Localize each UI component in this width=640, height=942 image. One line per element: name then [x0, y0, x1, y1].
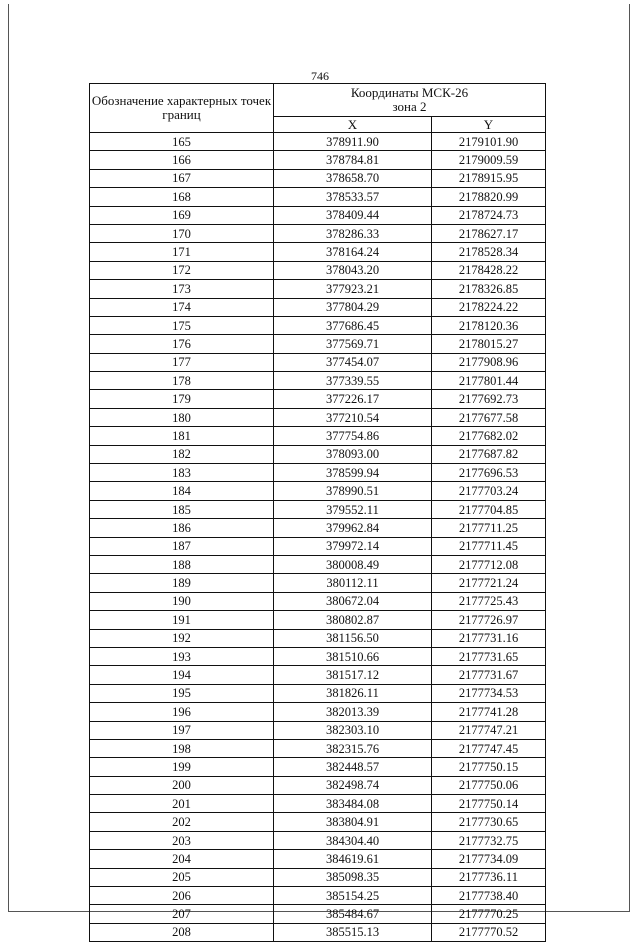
table-row: [90, 243, 546, 261]
y-coordinate-cell: 2178326.85: [432, 280, 546, 298]
x-coordinate-cell: 378990.51: [274, 482, 432, 500]
x-coordinate-cell: 378164.24: [274, 243, 432, 261]
point-id-cell: 169: [90, 206, 274, 224]
y-coordinate-cell: 2178820.99: [432, 188, 546, 206]
table-row: [90, 887, 546, 905]
x-coordinate-cell: 381517.12: [274, 666, 432, 684]
point-id-cell: 168: [90, 188, 274, 206]
table-row: [90, 261, 546, 279]
header-point-designation: Обозначение характерных точек границ: [90, 84, 274, 133]
x-coordinate-cell: 383484.08: [274, 795, 432, 813]
table-row: [90, 905, 546, 923]
point-id-cell: 204: [90, 850, 274, 868]
point-id-cell: 197: [90, 721, 274, 739]
y-coordinate-cell: 2177750.15: [432, 758, 546, 776]
point-id-cell: 203: [90, 831, 274, 849]
x-coordinate-cell: 379552.11: [274, 500, 432, 518]
table-row: [90, 408, 546, 426]
point-id-cell: 206: [90, 887, 274, 905]
y-coordinate-cell: 2177692.73: [432, 390, 546, 408]
y-coordinate-cell: 2177731.67: [432, 666, 546, 684]
table-row: [90, 923, 546, 941]
point-id-cell: 179: [90, 390, 274, 408]
x-coordinate-cell: 380802.87: [274, 611, 432, 629]
table-row: [90, 335, 546, 353]
x-coordinate-cell: 377686.45: [274, 316, 432, 334]
table-row: [90, 592, 546, 610]
x-coordinate-cell: 383804.91: [274, 813, 432, 831]
point-id-cell: 186: [90, 519, 274, 537]
point-id-cell: 170: [90, 224, 274, 242]
table-row: [90, 776, 546, 794]
table-row: [90, 316, 546, 334]
x-coordinate-cell: 377923.21: [274, 280, 432, 298]
y-coordinate-cell: 2177721.24: [432, 574, 546, 592]
header-coordinates: [274, 84, 546, 117]
y-coordinate-cell: 2177747.21: [432, 721, 546, 739]
table-row: [90, 555, 546, 573]
y-coordinate-cell: 2177801.44: [432, 372, 546, 390]
x-coordinate-cell: 378093.00: [274, 445, 432, 463]
table-row: [90, 813, 546, 831]
x-coordinate-cell: 382448.57: [274, 758, 432, 776]
x-coordinate-cell: 385515.13: [274, 923, 432, 941]
table-row: [90, 372, 546, 390]
y-coordinate-cell: 2179101.90: [432, 133, 546, 151]
y-coordinate-cell: 2177703.24: [432, 482, 546, 500]
table-row: [90, 647, 546, 665]
point-id-cell: 178: [90, 372, 274, 390]
y-coordinate-cell: 2177770.25: [432, 905, 546, 923]
table-row: [90, 739, 546, 757]
table-row: [90, 169, 546, 187]
point-id-cell: 205: [90, 868, 274, 886]
x-coordinate-cell: 377210.54: [274, 408, 432, 426]
point-id-cell: 172: [90, 261, 274, 279]
header-coordinates-zone: зона 2: [392, 99, 427, 114]
point-id-cell: 200: [90, 776, 274, 794]
point-id-cell: 198: [90, 739, 274, 757]
x-coordinate-cell: 385154.25: [274, 887, 432, 905]
y-coordinate-cell: 2177741.28: [432, 703, 546, 721]
table-row: [90, 151, 546, 169]
point-id-cell: 191: [90, 611, 274, 629]
x-coordinate-cell: 385098.35: [274, 868, 432, 886]
y-coordinate-cell: 2177750.06: [432, 776, 546, 794]
x-coordinate-cell: 382315.76: [274, 739, 432, 757]
x-coordinate-cell: 385484.67: [274, 905, 432, 923]
y-coordinate-cell: 2177731.65: [432, 647, 546, 665]
x-coordinate-cell: 377226.17: [274, 390, 432, 408]
y-coordinate-cell: 2177732.75: [432, 831, 546, 849]
table-row: [90, 133, 546, 151]
table-row: [90, 574, 546, 592]
y-coordinate-cell: 2177730.65: [432, 813, 546, 831]
point-id-cell: 187: [90, 537, 274, 555]
point-id-cell: 175: [90, 316, 274, 334]
table-row: [90, 353, 546, 371]
x-coordinate-cell: 384619.61: [274, 850, 432, 868]
x-coordinate-cell: 378784.81: [274, 151, 432, 169]
table-row: [90, 464, 546, 482]
point-id-cell: 196: [90, 703, 274, 721]
y-coordinate-cell: 2177738.40: [432, 887, 546, 905]
y-coordinate-cell: 2177725.43: [432, 592, 546, 610]
x-coordinate-cell: 379962.84: [274, 519, 432, 537]
point-id-cell: 182: [90, 445, 274, 463]
point-id-cell: 189: [90, 574, 274, 592]
table-row: [90, 224, 546, 242]
table-row: [90, 390, 546, 408]
point-id-cell: 208: [90, 923, 274, 941]
y-coordinate-cell: 2177687.82: [432, 445, 546, 463]
point-id-cell: 165: [90, 133, 274, 151]
table-row: [90, 280, 546, 298]
y-coordinate-cell: 2177696.53: [432, 464, 546, 482]
y-coordinate-cell: 2178120.36: [432, 316, 546, 334]
point-id-cell: 192: [90, 629, 274, 647]
point-id-cell: 177: [90, 353, 274, 371]
y-coordinate-cell: 2177712.08: [432, 555, 546, 573]
table-row: [90, 188, 546, 206]
table-row: [90, 445, 546, 463]
y-coordinate-cell: 2177704.85: [432, 500, 546, 518]
point-id-cell: 183: [90, 464, 274, 482]
table-row: [90, 298, 546, 316]
x-coordinate-cell: 380672.04: [274, 592, 432, 610]
table-row: [90, 684, 546, 702]
x-coordinate-cell: 382498.74: [274, 776, 432, 794]
x-coordinate-cell: 378658.70: [274, 169, 432, 187]
y-coordinate-cell: 2177908.96: [432, 353, 546, 371]
table-row: [90, 850, 546, 868]
table-row: [90, 611, 546, 629]
x-coordinate-cell: 382013.39: [274, 703, 432, 721]
point-id-cell: 195: [90, 684, 274, 702]
y-coordinate-cell: 2177677.58: [432, 408, 546, 426]
table-row: [90, 831, 546, 849]
table-row: [90, 703, 546, 721]
x-coordinate-cell: 382303.10: [274, 721, 432, 739]
header-x: X: [274, 117, 432, 133]
point-id-cell: 173: [90, 280, 274, 298]
y-coordinate-cell: 2177726.97: [432, 611, 546, 629]
y-coordinate-cell: 2177747.45: [432, 739, 546, 757]
table-row: [90, 427, 546, 445]
point-id-cell: 194: [90, 666, 274, 684]
point-id-cell: 185: [90, 500, 274, 518]
y-coordinate-cell: 2177734.09: [432, 850, 546, 868]
x-coordinate-cell: 377804.29: [274, 298, 432, 316]
table-row: [90, 868, 546, 886]
x-coordinate-cell: 377754.86: [274, 427, 432, 445]
y-coordinate-cell: 2177750.14: [432, 795, 546, 813]
table-row: [90, 206, 546, 224]
point-id-cell: 174: [90, 298, 274, 316]
y-coordinate-cell: 2178724.73: [432, 206, 546, 224]
coordinates-table: [89, 83, 546, 942]
point-id-cell: 193: [90, 647, 274, 665]
table-row: [90, 500, 546, 518]
x-coordinate-cell: 381156.50: [274, 629, 432, 647]
table-row: [90, 721, 546, 739]
x-coordinate-cell: 380112.11: [274, 574, 432, 592]
x-coordinate-cell: 381510.66: [274, 647, 432, 665]
table-row: [90, 629, 546, 647]
y-coordinate-cell: 2178224.22: [432, 298, 546, 316]
x-coordinate-cell: 378286.33: [274, 224, 432, 242]
y-coordinate-cell: 2177711.25: [432, 519, 546, 537]
point-id-cell: 207: [90, 905, 274, 923]
x-coordinate-cell: 377339.55: [274, 372, 432, 390]
y-coordinate-cell: 2178915.95: [432, 169, 546, 187]
point-id-cell: 176: [90, 335, 274, 353]
y-coordinate-cell: 2177770.52: [432, 923, 546, 941]
table-row: [90, 482, 546, 500]
point-id-cell: 190: [90, 592, 274, 610]
table-row: [90, 795, 546, 813]
page-number: 746: [311, 69, 329, 83]
y-coordinate-cell: 2177682.02: [432, 427, 546, 445]
header-y: Y: [432, 117, 546, 133]
table-row: [90, 519, 546, 537]
table-row: [90, 537, 546, 555]
y-coordinate-cell: 2177731.16: [432, 629, 546, 647]
point-id-cell: 202: [90, 813, 274, 831]
point-id-cell: 181: [90, 427, 274, 445]
x-coordinate-cell: 381826.11: [274, 684, 432, 702]
y-coordinate-cell: 2178428.22: [432, 261, 546, 279]
table-row: [90, 666, 546, 684]
header-coordinates-title: Координаты МСК-26: [350, 85, 469, 100]
point-id-cell: 166: [90, 151, 274, 169]
x-coordinate-cell: 378599.94: [274, 464, 432, 482]
x-coordinate-cell: 380008.49: [274, 555, 432, 573]
y-coordinate-cell: 2177734.53: [432, 684, 546, 702]
x-coordinate-cell: 378043.20: [274, 261, 432, 279]
x-coordinate-cell: 378911.90: [274, 133, 432, 151]
x-coordinate-cell: 378409.44: [274, 206, 432, 224]
point-id-cell: 201: [90, 795, 274, 813]
x-coordinate-cell: 379972.14: [274, 537, 432, 555]
x-coordinate-cell: 377569.71: [274, 335, 432, 353]
point-id-cell: 184: [90, 482, 274, 500]
point-id-cell: 171: [90, 243, 274, 261]
y-coordinate-cell: 2178627.17: [432, 224, 546, 242]
y-coordinate-cell: 2177736.11: [432, 868, 546, 886]
x-coordinate-cell: 377454.07: [274, 353, 432, 371]
table-row: [90, 758, 546, 776]
x-coordinate-cell: 384304.40: [274, 831, 432, 849]
point-id-cell: 180: [90, 408, 274, 426]
y-coordinate-cell: 2177711.45: [432, 537, 546, 555]
table-body: [90, 133, 546, 942]
y-coordinate-cell: 2178528.34: [432, 243, 546, 261]
point-id-cell: 188: [90, 555, 274, 573]
x-coordinate-cell: 378533.57: [274, 188, 432, 206]
y-coordinate-cell: 2179009.59: [432, 151, 546, 169]
point-id-cell: 167: [90, 169, 274, 187]
y-coordinate-cell: 2178015.27: [432, 335, 546, 353]
point-id-cell: 199: [90, 758, 274, 776]
